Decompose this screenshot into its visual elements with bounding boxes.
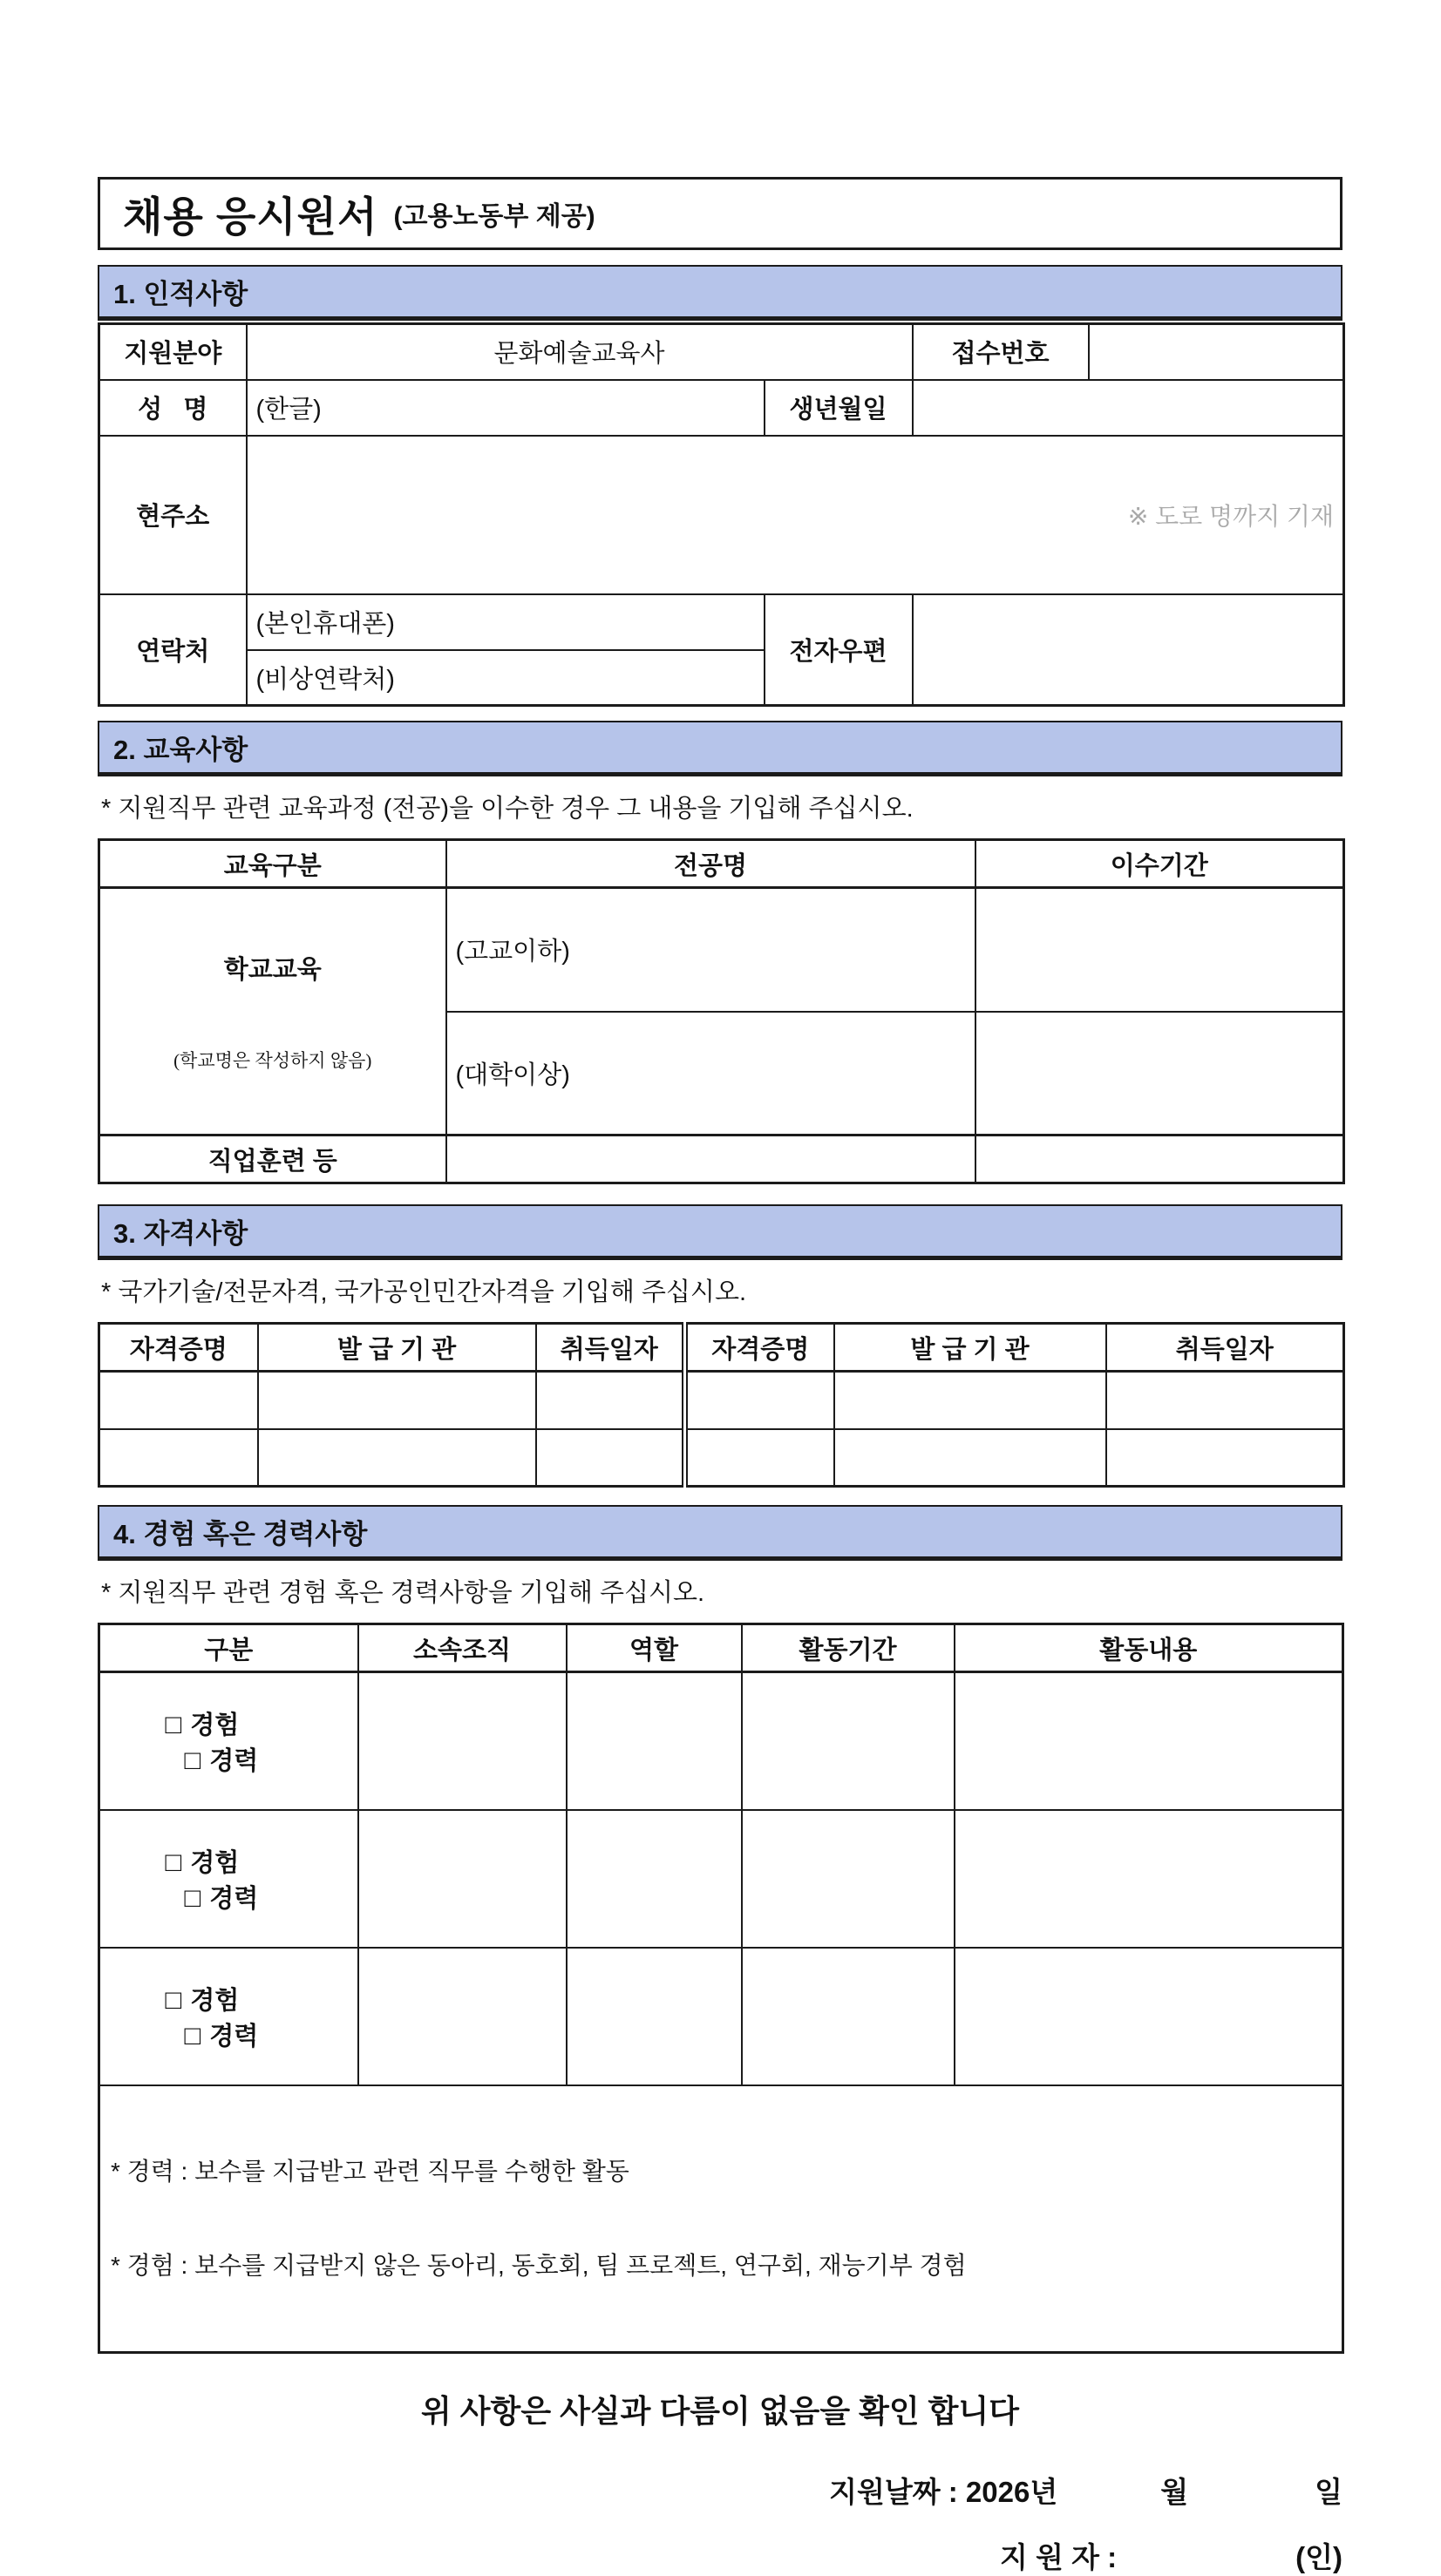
address-label: 현주소 [99,436,247,594]
school-education-subnote: (학교명은 작성하지 않음) [173,1050,372,1071]
month-label: 월 [1160,2476,1189,2508]
experience-option-label: 경험 [190,1712,240,1739]
experience-row [99,1948,1343,2085]
qual-name-input[interactable] [99,1429,258,1487]
career-option-label: 경력 [209,2023,259,2051]
education-col-major: 전공명 [446,840,975,888]
vocational-period-input[interactable] [975,1135,1344,1183]
period-input[interactable] [742,1948,955,2085]
organization-input[interactable] [358,1810,567,1948]
qual-issuer-input[interactable] [258,1429,536,1487]
qual-name-input[interactable] [685,1429,834,1487]
application-date-line [829,2470,1342,2511]
section2-note: * 지원직무 관련 교육과정 (전공)을 이수한 경우 그 내용을 기입해 주십시오. [101,795,914,823]
career-option-label: 경력 [209,1885,259,1913]
career-checkbox[interactable]: □ [184,1745,201,1775]
organization-input[interactable] [358,1672,567,1811]
qual-date-input[interactable] [1106,1372,1344,1429]
experience-row [99,1810,1343,1948]
qual-col-issuer-2: 발 급 기 관 [834,1324,1106,1372]
address-hint: ※ 도로 명까지 기재 [1127,502,1335,530]
qual-date-input[interactable] [1106,1429,1344,1487]
vocational-training-label: 직업훈련 등 [99,1135,446,1183]
seal-placeholder: (인) [1295,2541,1342,2573]
section2-header: 2. 교육사항 [98,721,1342,776]
qual-col-issuer-1: 발 급 기 관 [258,1324,536,1372]
exp-col-type: 구분 [99,1624,358,1672]
exp-col-period: 활동기간 [742,1624,955,1672]
qual-date-input[interactable] [536,1372,685,1429]
name-label: 성 명 [99,380,247,436]
email-label: 전자우편 [765,594,913,706]
confirmation-statement: 위 사항은 사실과 다름이 없음을 확인 합니다 [421,2393,1019,2429]
role-input[interactable] [567,1810,742,1948]
career-checkbox[interactable]: □ [184,2020,201,2051]
qual-issuer-input[interactable] [258,1372,536,1429]
school-education-title: 학교교육 [223,956,322,984]
experience-checkbox[interactable]: □ [165,1984,182,2015]
emergency-phone-input[interactable]: (비상연락처) [247,650,765,706]
contact-label: 연락처 [99,594,247,706]
qual-col-name-1: 자격증명 [99,1324,258,1372]
organization-input[interactable] [358,1948,567,2085]
qual-col-name-2: 자격증명 [685,1324,834,1372]
qualification-table [98,1322,1345,1488]
name-input[interactable]: (한글) [247,380,765,436]
type-select-cell[interactable] [99,1948,358,2085]
period-input[interactable] [742,1672,955,1811]
qual-col-date-1: 취득일자 [536,1324,685,1372]
receipt-number-input[interactable] [1089,324,1344,380]
experience-table [98,1623,1344,2354]
role-input[interactable] [567,1948,742,2085]
signature-block [98,2470,1342,2576]
career-checkbox[interactable]: □ [184,1882,201,1913]
applied-field-value[interactable]: 문화예술교육사 [247,324,913,380]
form-title: 채용 응시원서 [123,193,378,240]
application-date-label: 지원날짜 : 2026년 [829,2476,1058,2508]
personal-info-table [98,322,1345,707]
mobile-phone-input[interactable]: (본인휴대폰) [247,594,765,650]
form-title-box [98,177,1342,250]
qual-name-input[interactable] [685,1372,834,1429]
section3-header: 3. 자격사항 [98,1204,1342,1260]
experience-checkbox[interactable]: □ [165,1847,182,1877]
education-col-type: 교육구분 [99,840,446,888]
detail-input[interactable] [955,1672,1343,1811]
university-major-input[interactable]: (대학이상) [446,1012,975,1135]
qual-issuer-input[interactable] [834,1372,1106,1429]
section4-note: * 지원직무 관련 경험 혹은 경력사항을 기입해 주십시오. [101,1579,705,1607]
role-input[interactable] [567,1672,742,1811]
detail-input[interactable] [955,1948,1343,2085]
qual-date-input[interactable] [536,1429,685,1487]
email-input[interactable] [913,594,1344,706]
qual-issuer-input[interactable] [834,1429,1106,1487]
experience-option-label: 경험 [190,1849,240,1877]
experience-footnotes [99,2085,1343,2353]
applicant-signature-line [1000,2535,1342,2576]
career-option-label: 경력 [209,1747,259,1775]
section1-header: 1. 인적사항 [98,265,1342,321]
applicant-label: 지 원 자 : [1000,2541,1118,2573]
highschool-major-input[interactable]: (고교이하) [446,888,975,1012]
school-education-label [99,888,446,1135]
qual-col-date-2: 취득일자 [1106,1324,1344,1372]
section3-note: * 국가기술/전문자격, 국가공인민간자격을 기입해 주십시오. [101,1278,747,1306]
form-content [98,177,1342,2576]
education-table [98,838,1345,1184]
exp-col-role: 역할 [567,1624,742,1672]
form-title-provider: (고용노동부 제공) [393,202,595,231]
section4-header: 4. 경험 혹은 경력사항 [98,1505,1342,1561]
experience-definition: * 경험 : 보수를 지급받지 않은 동아리, 동호회, 팀 프로젝트, 연구회, 재능기부 경험 [111,2252,967,2279]
university-period-input[interactable] [975,1012,1344,1135]
day-label: 일 [1315,2476,1342,2508]
exp-col-organization: 소속조직 [358,1624,567,1672]
exp-col-detail: 활동내용 [955,1624,1343,1672]
period-input[interactable] [742,1810,955,1948]
highschool-period-input[interactable] [975,888,1344,1012]
birthdate-label: 생년월일 [765,380,913,436]
applied-field-label: 지원분야 [99,324,247,380]
qual-name-input[interactable] [99,1372,258,1429]
receipt-number-label: 접수번호 [913,324,1089,380]
birthdate-input[interactable] [913,380,1344,436]
vocational-major-input[interactable] [446,1135,975,1183]
detail-input[interactable] [955,1810,1343,1948]
experience-option-label: 경험 [190,1987,240,2015]
education-col-period: 이수기간 [975,840,1344,888]
address-input[interactable] [247,436,1344,594]
career-definition: * 경력 : 보수를 지급받고 관련 직무를 수행한 활동 [111,2158,629,2185]
experience-checkbox[interactable]: □ [165,1709,182,1739]
type-select-cell[interactable] [99,1672,358,1811]
type-select-cell[interactable] [99,1810,358,1948]
experience-row [99,1672,1343,1811]
